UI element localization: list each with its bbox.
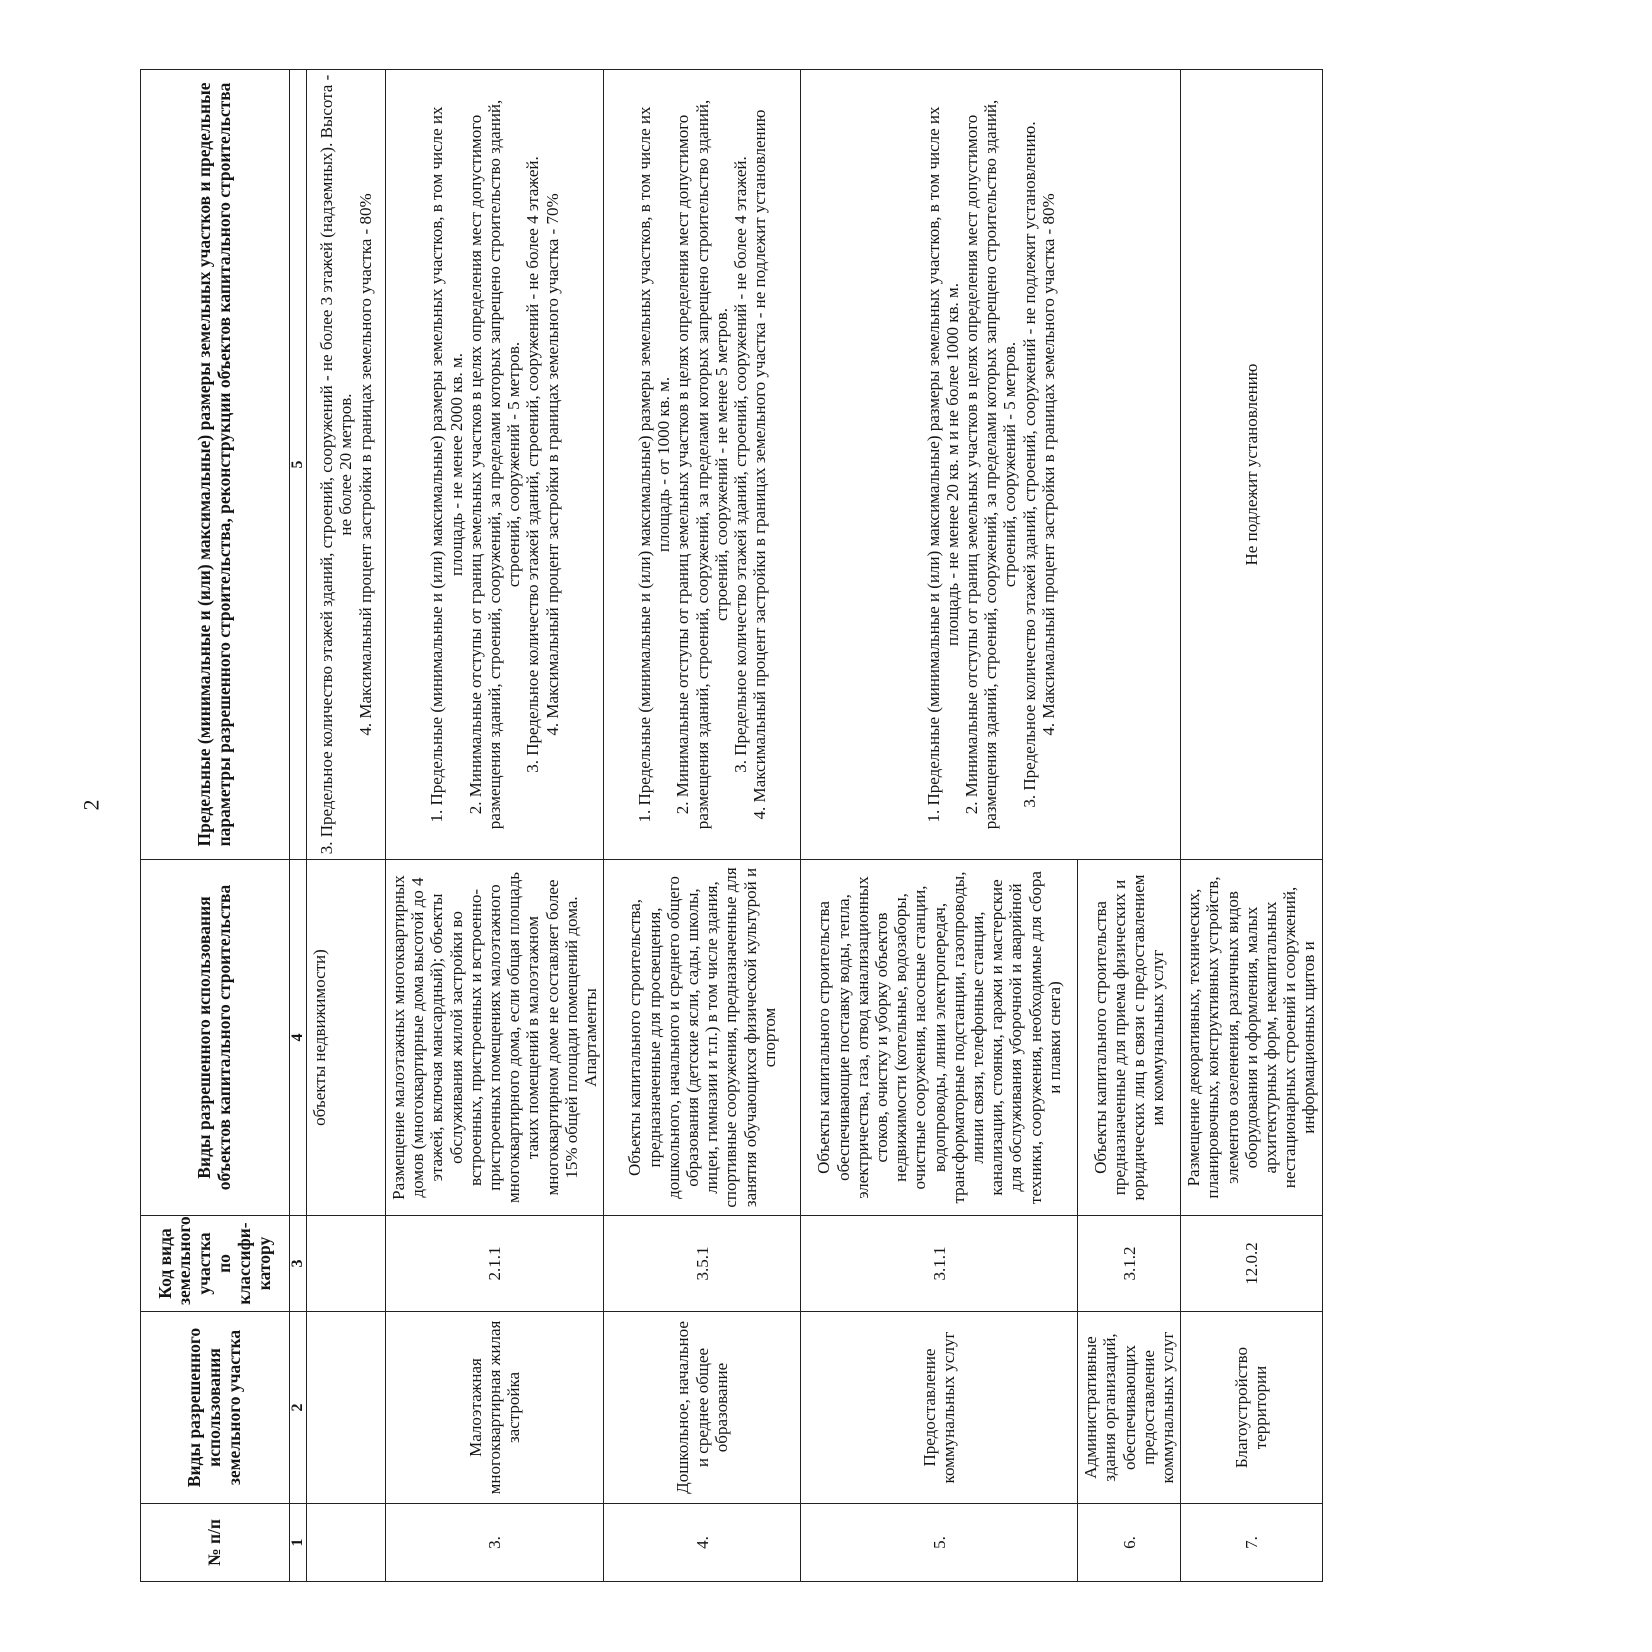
use-type: Предоставление коммунальных услуг [801, 1312, 1078, 1504]
objects-description: Объекты капитального строительства обеспечивающие поставку воды, тепла, электричества, газа, отвод канализационных стоков, очистку и уборку объектов недвижимости (котельные, водозаборы, очистные сооружения, насосные станции, водопроводы, линии электропередач, трансформаторные подстанции, газопроводы, линии связи, телефонные станции, канализации, стоянки, гаражи и мастерские для обслуживания уборочной и аварийной техники, сооружения, необходимые для сбора и плавки снега) [801, 860, 1078, 1216]
parameter-item: 1. Предельные (минимальные и (или) максимальные) размеры земельных участков, в том числе их площадь - не менее 2000 кв. м. [427, 106, 466, 823]
objects-description: Размещение декоративных, технических, планировочных, конструктивных устройств, элементов озеленения, различных видов оборудования и оформления, малых архитектурных форм, некапитальных нестационарных строений и сооружений, информационных щитов и [1181, 860, 1322, 1216]
use-code: 3.1.1 [801, 1216, 1078, 1312]
column-number-1: 1 [290, 1504, 307, 1582]
parameters [386, 70, 604, 860]
parameter-item: 1. Предельные (минимальные и (или) максимальные) размеры земельных участков, в том числе их площадь - от 1000 кв. м. [635, 106, 674, 823]
parameter-item: 3. Предельное количество этажей зданий, строений, сооружений - не более 3 этажей (надземных). Высота - не более 20 метров. [317, 74, 356, 855]
parameter-item: 3. Предельное количество этажей зданий, строений, сооружений - не подлежит установлению. [1019, 121, 1039, 808]
parameter-item: 3. Предельное количество этажей зданий, строений, сооружений - не более 4 этажей. [523, 156, 543, 773]
objects-description: Объекты капитального строительства, предназначенные для просвещения, дошкольного, начального и среднего общего образования (детские ясли, сады, школы, лицеи, гимназии и т.п.) в том числе здания, спортивные сооружения, предназначенные для занятия обучающихся физической культурой и спортом [604, 860, 801, 1216]
page-number: 2 [78, 799, 104, 811]
parameters [801, 70, 1181, 860]
column-number-4: 4 [290, 860, 307, 1216]
use-code [307, 1216, 386, 1312]
parameters [1181, 70, 1322, 860]
parameter-item: 2. Минимальные отступы от границ земельных участков в целях определения мест допустимого размещения зданий, строений, сооружений, за пределами которых запрещено строительство зданий, строений, сооружений - не менее 5 метров. [673, 99, 731, 830]
header-params: Предельные (минимальные и (или) максимальные) размеры земельных участков и предельные параметры разрешенного строительства, реконструкции объектов капитального строительства [141, 70, 290, 860]
land-use-table [140, 69, 1323, 1582]
parameter-item: 4. Максимальный процент застройки в границах земельного участка - 80% [1038, 193, 1058, 736]
header-code: Код вида земельного участка по классифи-катору [141, 1216, 290, 1312]
use-type: Административные здания организаций, обеспечивающих предоставление коммунальных услуг [1078, 1312, 1181, 1504]
use-code: 2.1.1 [386, 1216, 604, 1312]
row-number [307, 1504, 386, 1582]
header-number: № п/п [141, 1504, 290, 1582]
column-number-5: 5 [290, 70, 307, 860]
table-row [801, 70, 1078, 1582]
row-number: 6. [1078, 1504, 1181, 1582]
row-number: 7. [1181, 1504, 1322, 1582]
use-code: 3.1.2 [1078, 1216, 1181, 1312]
column-number-2: 2 [290, 1312, 307, 1504]
parameter-item: 2. Минимальные отступы от границ земельных участков в целях определения мест допустимого размещения зданий, строений, сооружений, за пределами которых запрещено строительство зданий, строений, сооружений - 5 метров. [465, 99, 524, 830]
row-number: 5. [801, 1504, 1078, 1582]
table-row [1181, 70, 1322, 1582]
table-frame [140, 70, 1652, 1566]
parameter-item: 4. Максимальный процент застройки в границах земельного участка - 80% [355, 193, 375, 736]
parameters [604, 70, 801, 860]
row-number: 3. [386, 1504, 604, 1582]
row-number: 4. [604, 1504, 801, 1582]
objects-description: объекты недвижимости) [307, 860, 386, 1216]
table-row [386, 70, 604, 1582]
parameters [307, 70, 386, 860]
table-row [307, 70, 386, 1582]
objects-description: Размещение малоэтажных многоквартирных домов (многоквартирные дома высотой до 4 этажей, включая мансардный); объекты обслуживания жилой застройки во встроенных, пристроенных и встроенно-пристроенных помещениях малоэтажного многоквартирного дома, если общая площадь таких помещений в малоэтажном многоквартирном доме не составляет более 15% общей площади помещений дома. Апартаменты [386, 860, 604, 1216]
parameter-item: 1. Предельные (минимальные и (или) максимальные) размеры земельных участков, в том числе их площадь - не менее 20 кв. м и не более 1000 кв. м. [923, 106, 962, 823]
column-number-3: 3 [290, 1216, 307, 1312]
parameter-item: 4. Максимальный процент застройки в границах земельного участка - 70% [542, 193, 562, 736]
header-use: Виды разрешенного использования земельного участка [141, 1312, 290, 1504]
parameter-item: 4. Максимальный процент застройки в границах земельного участка - не подлежит установлению [750, 109, 770, 820]
use-type: Дошкольное, начальное и среднее общее образование [604, 1312, 801, 1504]
use-type [307, 1312, 386, 1504]
use-type: Благоустройство территории [1181, 1312, 1322, 1504]
parameter-item: Не подлежит установлению [1241, 363, 1261, 566]
use-code: 12.0.2 [1181, 1216, 1322, 1312]
parameter-item: 3. Предельное количество этажей зданий, строений, сооружений - не более 4 этажей. [731, 156, 751, 773]
use-code: 3.5.1 [604, 1216, 801, 1312]
use-type: Малоэтажная многоквартирная жилая застройка [386, 1312, 604, 1504]
table-row [604, 70, 801, 1582]
parameter-item: 2. Минимальные отступы от границ земельных участков в целях определения мест допустимого размещения зданий, строений, сооружений, за пределами которых запрещено строительство зданий, строений, сооружений - 5 метров. [961, 99, 1020, 830]
objects-description: Объекты капитального строительства предназначенные для приема физических и юридических лиц в связи с предоставлением им коммунальных услуг [1078, 860, 1181, 1216]
header-objects: Виды разрешенного использования объектов капитального строительства [141, 860, 290, 1216]
